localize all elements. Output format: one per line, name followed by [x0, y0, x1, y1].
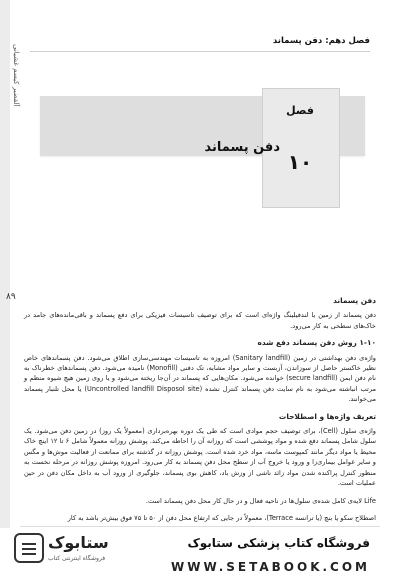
book-logo-icon	[14, 533, 44, 563]
definitions-title: تعریف واژه‌ها و اصطلاحات	[278, 411, 376, 421]
website-link[interactable]: WWW.SETABOOK.COM	[170, 560, 370, 574]
shop-name: فروشگاه کتاب پزشکی ستابوک	[187, 536, 370, 550]
chapter-title: دفن پسماند	[204, 140, 280, 155]
paragraph-lift: Life لایه‌ی کامل شده‌ی سلول‌ها در ناحیه فعال و در حال کار محل دفن پسماند است.	[145, 496, 376, 505]
paragraph-cell: واژه‌ی سلول (Cell)، برای توصیف حجم موادی است که طی یک دوره بهره‌برداری (معمولاً یک روز) در زمین دفن می‌شود. یک سلول شامل پسماند دفع شده و مواد پوششی است که روزانه آن را احاطه می‌کند. پوشش روزانه معمولاً شامل ۶ تا ۱۲ اینچ خاک محیط یا مواد دیگر مانند کمپوست ماسه، مواد خرد شده است. پوشش روزانه در گذشته برای ممانعت از فعالیت موش‌ها و مگس و سایر عوامل بیماری‌زا و ورود یا خروج آب از سطح محل دفن پسماند به کار می‌رود. امروزه پوشش روزانه در مرحله نخست به منظور کنترل پراکنده شدن مواد زائد ناشی از وزش باد، کاهش بوی پسماند، جلوگیری از ورود آب به داخل مکان دفن در حین عملیات است.	[24, 427, 376, 488]
logo-subtitle: فروشگاه اینترنتی کتاب	[48, 555, 106, 562]
section-title: دفن پسماند	[333, 296, 376, 305]
chapter-body	[24, 296, 376, 530]
chapter-number: ۱۰	[287, 150, 313, 174]
running-head: فصل دهم: دفن پسماند	[272, 36, 370, 46]
header-divider	[30, 51, 370, 52]
subsection-title: ۱-۱۰ روش دفن پسماند دفع شده	[257, 338, 376, 348]
paragraph-intro: دفن پسماند از زمین یا لندفیلینگ واژه‌ای است که برای توصیف تاسیسات فیزیکی برای دفع پسماند و باقی‌مانده‌های جامد در خاک‌های سطحی به کار می‌رود.	[24, 311, 376, 330]
chapter-label: فصل	[286, 104, 314, 117]
side-margin-text: آلقضبر کیسم غشیانی	[12, 44, 20, 107]
paragraph-terrace: اصطلاح سکو یا بنچ (یا ترانسه Terrace)، معمولاً در جایی که ارتفاع محل دفن از ۵۰ تا ۷۵ فوق بیش‌تر باشد به کار	[67, 513, 376, 522]
paragraph-landfill-types: واژه‌ی دفن بهداشتی در زمین (Sanitary landfill) امروزه به تاسیسات مهندسی‌سازی اطلاق می‌شود. دفن پسماندهای خاص نظیر خاکستر حاصل از سوزاندن، آزبست و سایر مواد مشابه، تک دفنی (Monofill) نامیده می‌شود. دفن پسماندهای خطرناک به نام دفن ایمن (secure landfill) خوانده می‌شود. مکان‌هایی که پسماند در آن‌جا ریخته می‌شود و یا روی زمین هیچ شیوه منظم و مرتب انباشته می‌شود به نام سایت دفن پسماند کنترل نشده (Uncontrolled landfill Disposol site) یا محل تلنبار پسماند می‌خوانند.	[24, 353, 377, 404]
page-number: ۸۹	[6, 292, 16, 302]
logo-text: ستابوک	[48, 533, 109, 552]
footer-divider	[20, 526, 380, 527]
